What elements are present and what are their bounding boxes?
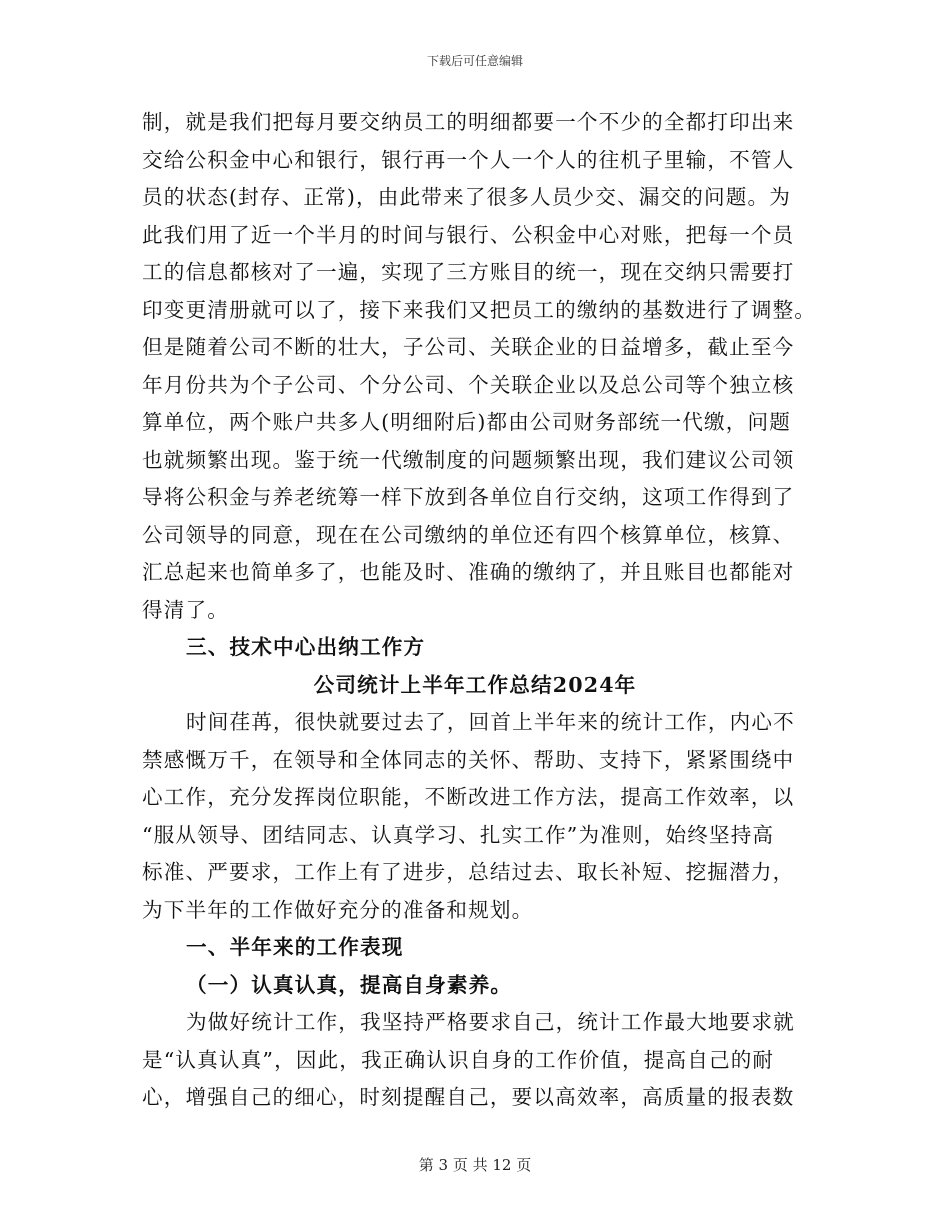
subsection-heading: （一）认真认真，提高自身素养。: [186, 972, 513, 997]
paragraph-line: 心，增强自己的细心，时刻提醒自己，要以高效率，高质量的报表数: [142, 1085, 795, 1109]
paragraph-line: 公司领导的同意，现在在公司缴纳的单位还有四个核算单位，核算、: [142, 522, 795, 547]
paragraph-line: 为做好统计工作，我坚持严格要求自己，统计工作最大地要求就: [186, 1010, 795, 1034]
paragraph-line: 年月份共为个子公司、个分公司、个关联企业以及总公司等个独立核: [142, 372, 795, 397]
page-footer: 第 3 页 共 12 页: [418, 1156, 532, 1174]
document-title: 公司统计上半年工作总结2024年: [313, 672, 637, 697]
paragraph-line: 此我们用了近一个半月的时间与银行、公积金中心对账，把每一个员: [142, 222, 795, 247]
paragraph-line: 也就频繁出现。鉴于统一代缴制度的问题频繁出现，我们建议公司领: [142, 447, 795, 472]
paragraph-line: 心工作，充分发挥岗位职能，不断改进工作方法，提高工作效率，以: [142, 785, 795, 809]
page-header: 下载后可任意编辑: [426, 54, 523, 68]
paragraph-line: 为下半年的工作做好充分的准备和规划。: [142, 897, 534, 922]
paragraph-line: 时间荏苒，很快就要过去了，回首上半年来的统计工作，内心不: [186, 710, 795, 734]
paragraph-line: 印变更清册就可以了，接下来我们又把员工的缴纳的基数进行了调整。: [142, 297, 817, 322]
paragraph-line: 导将公积金与养老统筹一样下放到各单位自行交纳，这项工作得到了: [142, 485, 795, 509]
document-body: [142, 104, 817, 1117]
paragraph-line: 得清了。: [142, 597, 229, 622]
paragraph-line: 工的信息都核对了一遍，实现了三方账目的统一，现在交纳只需要打: [142, 260, 795, 284]
paragraph-line: 员的状态(封存、正常)，由此带来了很多人员少交、漏交的问题。为: [142, 185, 791, 209]
section-heading: 一、半年来的工作表现: [186, 935, 404, 959]
paragraph-line: “服从领导、团结同志、认真学习、扎实工作”为准则，始终坚持高: [142, 822, 775, 847]
paragraph-line: 制，就是我们把每月要交纳员工的明细都要一个不少的全都打印出来: [142, 110, 795, 134]
paragraph-line: 汇总起来也简单多了，也能及时、准确的缴纳了，并且账目也都能对: [142, 560, 795, 584]
paragraph-line: 交给公积金中心和银行，银行再一个人一个人的往机子里输，不管人: [142, 147, 795, 172]
paragraph-line: 但是随着公司不断的壮大，子公司、关联企业的日益增多，截止至今: [142, 335, 795, 359]
paragraph-line: 禁感慨万千，在领导和全体同志的关怀、帮助、支持下，紧紧围绕中: [142, 747, 795, 772]
paragraph-line: 算单位，两个账户共多人(明细附后)都由公司财务部统一代缴，问题: [142, 410, 791, 434]
section-heading: 三、技术中心出纳工作方: [186, 635, 426, 659]
paragraph-line: 标准、严要求，工作上有了进步，总结过去、取长补短、挖掘潜力，: [142, 860, 795, 884]
paragraph-line: 是“认真认真”，因此，我正确认识自身的工作价值，提高自己的耐: [142, 1047, 775, 1072]
